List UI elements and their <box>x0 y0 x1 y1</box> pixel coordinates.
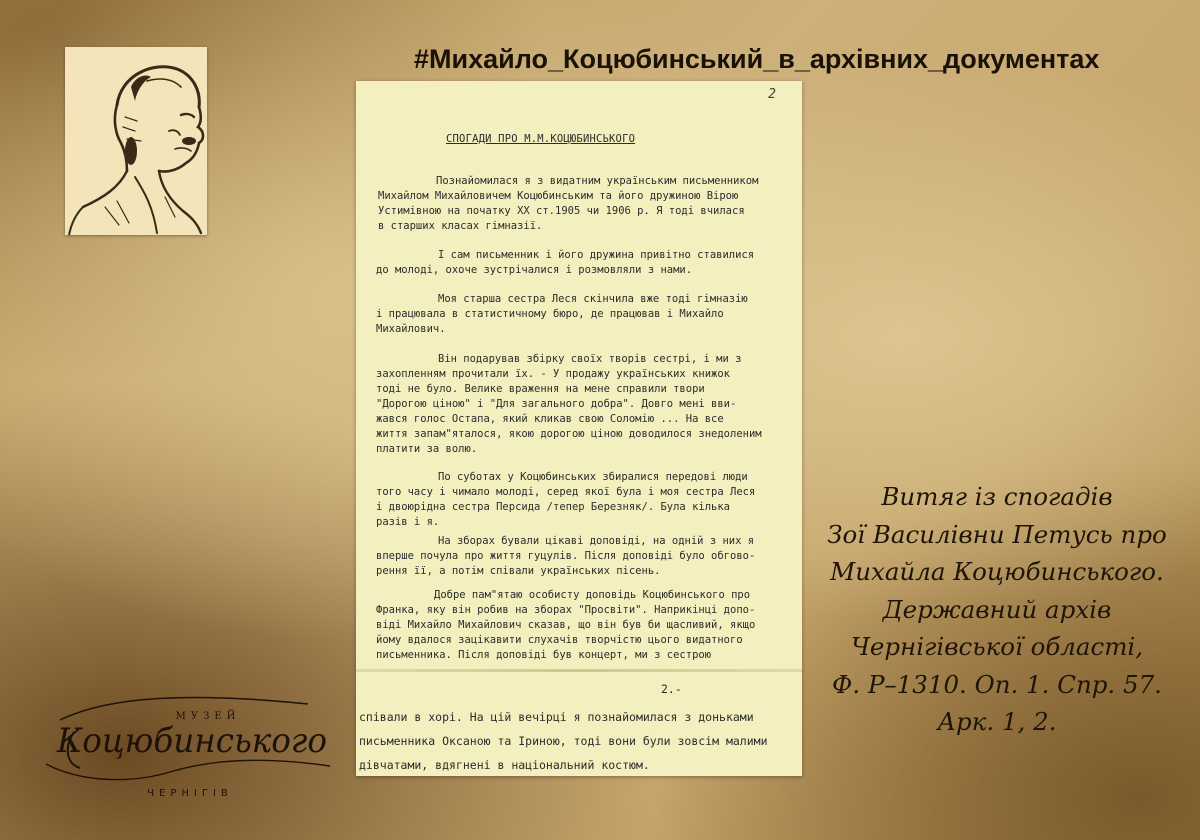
page2-number: 2.- <box>661 682 682 696</box>
logo-bottom-text: ЧЕРНІГІВ <box>147 788 233 799</box>
paragraph-5: По суботах у Коцюбинських збиралися передові люди того часу і чимало молоді, серед якої була і моя сестра Леся і двоюрідна сестра Персида /тепер Березняк/. Була кілька разів і я. <box>376 471 756 528</box>
paragraph-4: Він подарував збірку своїх творів сестрі, і ми з захопленням прочитали їх. - У продажу українських книжок тоді не було. Велике враження на мене справили твори "Дорогою ціною" і "Для загального добра". Довго мені вви- жався голос Остапа, який кликав свою Соломію ... На все життя запам"яталося, якою дорогою ціною доводилося знедоленим платити за волю. <box>376 353 762 455</box>
paragraph-7: Добре пам"ятаю особисту доповідь Коцюбинського про Франка, яку він робив на зборах "Просвіти". Наприкінці допо- віді Михайло Михайлович сказав, що він був би щасливий, якщо йому вдалося зацікавити слухачів творчістю цього видатного письменника. Після доповіді був концерт, ми з сестрою <box>376 589 756 661</box>
logo-swash-bottom <box>46 760 330 779</box>
portrait-image <box>65 47 207 235</box>
page-divider <box>356 669 802 672</box>
document-title: СПОГАДИ ПРО М.М.КОЦЮБИНСЬКОГО <box>446 133 636 145</box>
page-marker: 2 <box>768 87 776 102</box>
logo-main-text: Коцюбинського <box>56 721 328 761</box>
paragraph-6: На зборах бували цікаві доповіді, на одній з них я вперше почула про життя гуцулів. Після доповіді було обгово- рення її, а потім співали українських пісень. <box>376 535 756 577</box>
museum-logo <box>40 686 340 804</box>
paragraph-1: Познайомилася я з видатним українським письменником Михайлом Михайловичем Коцюбинським та його дружиною Вірою Устимівною на початку XX ст.1905 чи 1906 р. Я тоді вчилася в старших класах гімназії. <box>378 175 759 232</box>
portrait-drawing <box>65 47 207 235</box>
paragraph-3: Моя старша сестра Леся скінчила вже тоді гімназію і працювала в статистичному бюро, де працював і Михайло Михайлович. <box>376 293 748 335</box>
paragraph-2: І сам письменник і його дружина привітно ставилися до молоді, охоче зустрічалися і розмовляли з нами. <box>376 249 755 276</box>
archival-document <box>356 81 802 776</box>
hashtag-title: #Михайло_Коцюбинський_в_архівних_документах <box>414 44 1100 74</box>
logo-top-text: МУЗЕЙ <box>175 711 241 722</box>
page2-paragraph: співали в хорі. На цій вечірці я познайомилася з доньками письменника Оксаною та Іриною, тоді вони були зовсім малими дівчатами, вдягнені в національний костюм. <box>359 710 768 772</box>
document-caption: Витяг із спогадів Зої Василівни Петусь про Михайла Коцюбинського. Державний архів Чернігівської області, Ф. Р–1310. Оп. 1. Спр. 57. Арк. 1, 2. <box>827 482 1167 736</box>
